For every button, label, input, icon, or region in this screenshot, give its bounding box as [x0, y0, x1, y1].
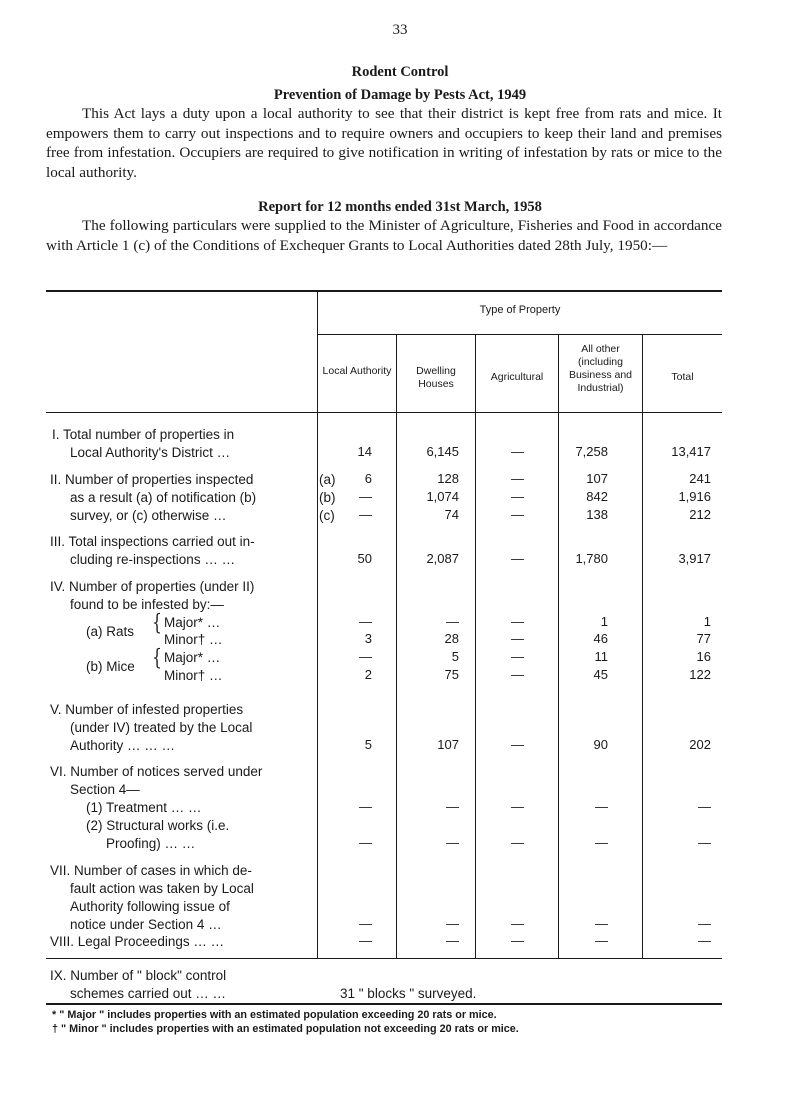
table-cell: — [595, 799, 608, 814]
table-cell: 6 [364, 471, 372, 486]
row-label: V. Number of infested properties [50, 702, 244, 717]
table-cell: 1,074 [426, 489, 459, 504]
footnote-minor: † " Minor " includes properties with an estimated population not exceeding 20 rats or mice. [52, 1023, 519, 1035]
table-cell: — [511, 444, 524, 459]
table-cell: 1,780 [575, 551, 608, 566]
table-cell: 14 [357, 444, 372, 459]
row-label: Minor† … [164, 632, 223, 647]
table-cell: — [359, 649, 372, 664]
table-cell: 16 [696, 649, 711, 664]
row-label: Local Authority's District … [70, 445, 231, 460]
table-header-rule [46, 412, 722, 413]
table-cell: — [698, 916, 711, 931]
row-label: Minor† … [164, 668, 223, 683]
table-cell: — [595, 835, 608, 850]
heading-report: Report for 12 months ended 31st March, 1958 [258, 199, 542, 215]
table-cell: — [511, 835, 524, 850]
sub-label: (a) [319, 472, 336, 487]
table-cell: — [511, 507, 524, 522]
table-cell: 128 [437, 471, 459, 486]
group-header-rule [318, 334, 722, 335]
table-cell: 138 [586, 507, 608, 522]
row-label: II. Number of properties inspected [50, 472, 254, 487]
page-number: 33 [392, 22, 408, 38]
table-cell: — [698, 933, 711, 948]
row-label: (under IV) treated by the Local [70, 720, 253, 735]
table-cell: 241 [689, 471, 711, 486]
table-cell: — [359, 835, 372, 850]
table-cell: — [511, 631, 524, 646]
table-cell: 75 [444, 667, 459, 682]
col-divider [475, 335, 476, 958]
table-cell: — [446, 916, 459, 931]
table-cell: — [595, 916, 608, 931]
table-bottom-rule [46, 958, 722, 959]
table-cell: — [511, 916, 524, 931]
table-cell: 74 [444, 507, 459, 522]
table-cell: 7,258 [575, 444, 608, 459]
row-label: I. Total number of properties in [52, 427, 235, 442]
table-cell: — [511, 649, 524, 664]
table-cell: — [359, 933, 372, 948]
row-label: found to be infested by:— [70, 597, 224, 612]
table-cell: — [511, 551, 524, 566]
heading-act: Prevention of Damage by Pests Act, 1949 [273, 87, 527, 103]
table-cell: — [446, 835, 459, 850]
table-cell: 842 [586, 489, 608, 504]
row-label: III. Total inspections carried out in- [50, 534, 255, 549]
table-cell: 107 [437, 737, 459, 752]
col-divider [396, 335, 397, 958]
row-label: survey, or (c) otherwise … [70, 508, 227, 523]
row-label: IV. Number of properties (under II) [50, 579, 255, 594]
table-cell: — [359, 799, 372, 814]
row-label-rats: (a) Rats [86, 624, 135, 639]
row-label: VIII. Legal Proceedings … … [50, 934, 225, 949]
table-cell: 1 [600, 614, 608, 629]
col-divider [558, 335, 559, 958]
table-cell: — [359, 916, 372, 931]
table-cell: — [511, 799, 524, 814]
row-label: Proofing) … … [106, 836, 196, 851]
intro-paragraph: This Act lays a duty upon a local authority to see that their district is kept free from rats and mice. It empowers them to carry out inspections and to require owners and occupiers to keep their land and premises free from infestation. Occupiers are required to give notification in writing of infestation by rats or mice to the local authority. [46, 105, 722, 181]
table-cell: — [446, 799, 459, 814]
row-label: fault action was taken by Local [70, 881, 254, 896]
col-divider [642, 335, 643, 958]
table-cell: 45 [593, 667, 608, 682]
table-cell: — [511, 471, 524, 486]
table-cell: 3 [364, 631, 372, 646]
row-label: Section 4— [70, 782, 140, 797]
col-header-local-authority: Local Authority [322, 365, 392, 377]
sub-label: (c) [319, 508, 335, 523]
col-header-all-other: All other (including Business and Industrial) [568, 343, 633, 394]
table-cell: — [511, 614, 524, 629]
row-label: VII. Number of cases in which de- [50, 863, 252, 878]
brace: { [152, 611, 162, 636]
footnote-major: * " Major " includes properties with an estimated population exceeding 20 rats or mice. [52, 1009, 497, 1021]
table-cell: 77 [696, 631, 711, 646]
block-schemes-value: 31 " blocks " surveyed. [340, 986, 477, 1001]
row-label: (2) Structural works (i.e. [86, 818, 230, 833]
col-header-agricultural: Agricultural [490, 371, 544, 383]
table-cell: 2 [364, 667, 372, 682]
row-label: Authority … … … [70, 738, 176, 753]
table-cell: 5 [451, 649, 459, 664]
row-label: (1) Treatment … … [86, 800, 202, 815]
table-final-rule [46, 1003, 722, 1005]
table-cell: — [698, 799, 711, 814]
table-cell: 28 [444, 631, 459, 646]
table-cell: — [359, 507, 372, 522]
table-cell: 90 [593, 737, 608, 752]
table-cell: — [698, 835, 711, 850]
row-label: cluding re-inspections … … [70, 552, 236, 567]
table-cell: — [359, 489, 372, 504]
table-cell: — [511, 933, 524, 948]
brace: { [152, 646, 162, 671]
table-cell: 212 [689, 507, 711, 522]
col-header-total: Total [671, 371, 694, 383]
row-label: VI. Number of notices served under [50, 764, 263, 779]
row-label: Major* … [164, 615, 221, 630]
row-label: Authority following issue of [70, 899, 230, 914]
sub-label: (b) [319, 490, 336, 505]
table-cell: — [511, 489, 524, 504]
table-cell: — [511, 737, 524, 752]
report-paragraph: The following particulars were supplied to the Minister of Agriculture, Fisheries and Food in accordance with Article 1 (c) of the Conditions of Exchequer Grants to Local Authorities dated 28th July, 1950:— [46, 217, 722, 254]
table-cell: — [595, 933, 608, 948]
table-cell: — [359, 614, 372, 629]
table-cell: 1 [703, 614, 711, 629]
table-cell: 107 [586, 471, 608, 486]
table-cell: 3,917 [678, 551, 711, 566]
table-top-rule [46, 290, 722, 292]
table-cell: — [446, 614, 459, 629]
table-cell: 122 [689, 667, 711, 682]
group-header: Type of Property [479, 304, 561, 316]
heading-rodent-control: Rodent Control [351, 64, 449, 80]
row-label: Major* … [164, 650, 221, 665]
table-cell: 1,916 [678, 489, 711, 504]
table-cell: 2,087 [426, 551, 459, 566]
row-label: as a result (a) of notification (b) [70, 490, 257, 505]
row-label: notice under Section 4 … [70, 917, 222, 932]
row-label-mice: (b) Mice [86, 659, 135, 674]
col-header-dwelling-houses: Dwelling Houses [416, 365, 456, 390]
table-cell: 46 [593, 631, 608, 646]
table-cell: 11 [594, 649, 608, 664]
table-cell: — [511, 667, 524, 682]
row-label: IX. Number of " block" control [50, 968, 227, 983]
table-cell: — [446, 933, 459, 948]
table-cell: 13,417 [671, 444, 711, 459]
table-cell: 6,145 [426, 444, 459, 459]
row-label: schemes carried out … … [70, 986, 227, 1001]
table-cell: 50 [357, 551, 372, 566]
table-cell: 202 [689, 737, 711, 752]
table-cell: 5 [364, 737, 372, 752]
